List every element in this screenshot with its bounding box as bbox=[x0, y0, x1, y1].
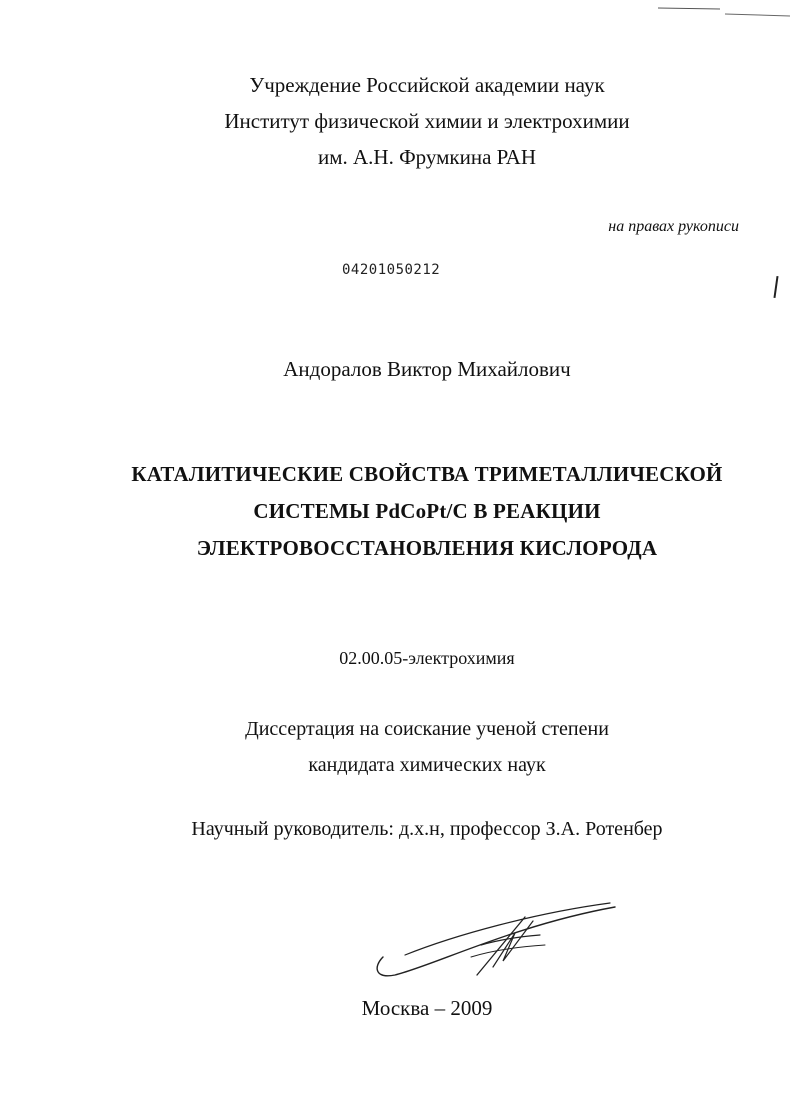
margin-mark bbox=[773, 276, 778, 298]
title-line-2: СИСТЕМЫ PdCoPt/C В РЕАКЦИИ bbox=[253, 499, 601, 523]
title-line-1: КАТАЛИТИЧЕСКИЕ СВОЙСТВА ТРИМЕТАЛЛИЧЕСКОЙ bbox=[131, 462, 723, 486]
supervisor: Научный руководитель: д.х.н, профессор З.А. Ротенбер bbox=[191, 818, 663, 840]
institution-line-1: Учреждение Российской академии наук bbox=[249, 73, 605, 97]
city-year: Москва – 2009 bbox=[361, 996, 493, 1020]
title-line-3: ЭЛЕКТРОВОССТАНОВЛЕНИЯ КИСЛОРОДА bbox=[196, 536, 658, 560]
degree-line-1: Диссертация на соискание ученой степени bbox=[245, 718, 609, 740]
manuscript-note: на правах рукописи bbox=[608, 218, 739, 235]
specialty-code: 02.00.05-электрохимия bbox=[339, 648, 515, 668]
handwritten-signature bbox=[365, 895, 625, 985]
degree-line-2: кандидата химических наук bbox=[308, 754, 546, 776]
scan-artifact-lines bbox=[650, 0, 794, 20]
author-name: Андоралов Виктор Михайлович bbox=[283, 357, 571, 381]
institution-line-3: им. А.Н. Фрумкина РАН bbox=[317, 145, 536, 169]
catalog-code: 04201050212 bbox=[342, 262, 441, 278]
institution-line-2: Институт физической химии и электрохимии bbox=[224, 109, 630, 133]
